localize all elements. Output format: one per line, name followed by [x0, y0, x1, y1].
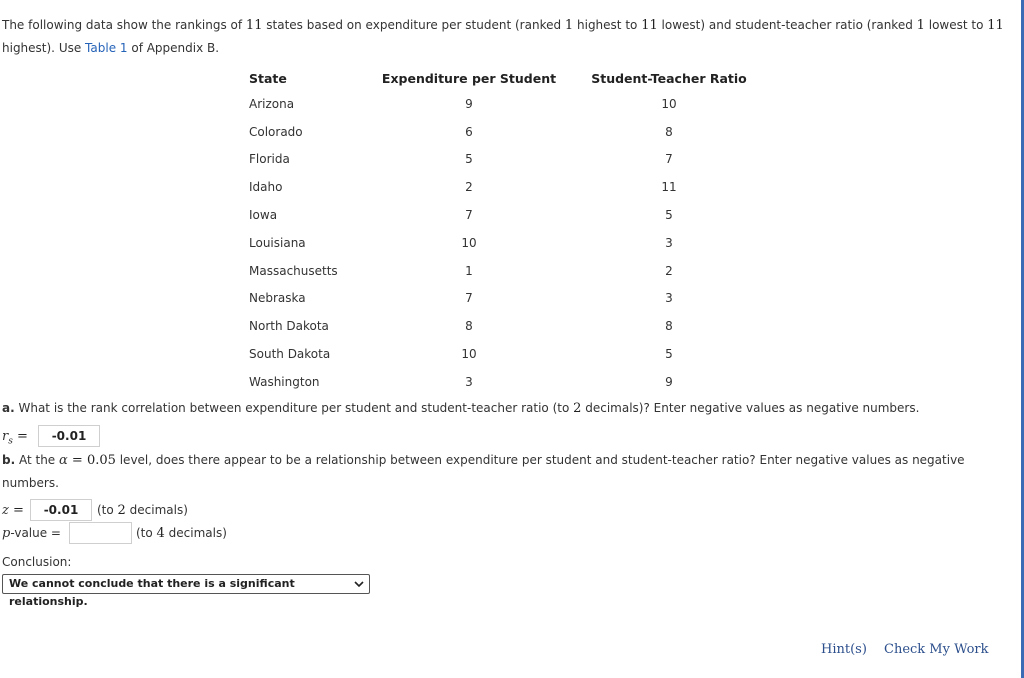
state-cell: Washington [249, 374, 320, 389]
table-row [246, 90, 759, 118]
expenditure-cell: 1 [465, 263, 473, 278]
table-row [246, 229, 759, 257]
p-value-label: p-value = [2, 526, 61, 541]
state-cell: Massachusetts [249, 263, 338, 278]
chevron-down-icon [354, 576, 364, 598]
ratio-cell: 8 [665, 319, 673, 334]
table-row [246, 368, 759, 396]
state-cell: North Dakota [249, 319, 329, 334]
table-row [246, 173, 759, 201]
table-row [246, 146, 759, 174]
header-expenditure: Expenditure per Student [381, 70, 557, 86]
rs-label: $r_s$ = [2, 429, 28, 447]
conclusion-selected-value: We cannot conclude that there is a significant relationship. [9, 577, 295, 608]
hints-link[interactable]: Hint(s) [821, 642, 867, 657]
expenditure-cell: 7 [465, 291, 473, 306]
state-cell: Arizona [249, 96, 295, 111]
p-decimals-note: (to 4 decimals) [136, 526, 227, 541]
part-a-question: a. What is the rank correlation between expenditure per student and student-teacher ratio (to 2 decimals)? Enter negative values as negative numbers. [2, 401, 920, 416]
header-state: State [249, 70, 287, 86]
z-input[interactable]: -0.01 [30, 499, 92, 521]
ratio-cell: 7 [665, 152, 673, 167]
table-row [246, 340, 759, 368]
ratio-cell: 5 [665, 208, 673, 223]
rs-input[interactable]: -0.01 [38, 425, 100, 447]
ratio-cell: 3 [665, 291, 673, 306]
part-b-question: b. At the α = 0.05 level, does there appear to be a relationship between expenditure per student and student-teacher ratio? Enter negative values as negative numbers. [2, 453, 965, 490]
ratio-cell: 8 [665, 124, 673, 139]
table-row [246, 285, 759, 313]
header-ratio: Student-Teacher Ratio [591, 70, 747, 86]
conclusion-label: Conclusion: [2, 555, 72, 569]
expenditure-cell: 3 [465, 374, 473, 389]
state-cell: Idaho [249, 180, 283, 195]
state-cell: Iowa [249, 208, 278, 223]
table-row [246, 118, 759, 146]
expenditure-cell: 10 [461, 347, 477, 362]
rankings-table [246, 66, 759, 396]
p-value-input[interactable] [69, 522, 132, 544]
table-header-row [246, 66, 759, 90]
state-cell: Florida [249, 152, 290, 167]
ratio-cell: 3 [665, 235, 673, 250]
ratio-cell: 9 [665, 374, 673, 389]
ratio-cell: 5 [665, 347, 673, 362]
table-row [246, 257, 759, 285]
check-my-work-link[interactable]: Check My Work [884, 642, 989, 657]
state-cell: Colorado [249, 124, 303, 139]
expenditure-cell: 6 [465, 124, 473, 139]
table-row [246, 201, 759, 229]
ratio-cell: 2 [665, 263, 673, 278]
table-1-link[interactable]: Table 1 [85, 41, 128, 55]
z-decimals-note: (to 2 decimals) [97, 503, 188, 518]
ratio-cell: 10 [661, 96, 677, 111]
problem-statement: The following data show the rankings of 11 states based on expenditure per student (ranked 1 highest to 11 lowest) and student-teacher ratio (ranked 1 lowest to 11 highest). Use Table 1 of Appendix B. [2, 18, 1004, 55]
z-label: z = [2, 503, 24, 518]
expenditure-cell: 5 [465, 152, 473, 167]
state-cell: Nebraska [249, 291, 306, 306]
state-cell: Louisiana [249, 235, 306, 250]
expenditure-cell: 2 [465, 180, 473, 195]
expenditure-cell: 9 [465, 96, 473, 111]
conclusion-select[interactable] [2, 574, 370, 608]
expenditure-cell: 7 [465, 208, 473, 223]
table-row [246, 312, 759, 340]
ratio-cell: 11 [661, 180, 677, 195]
expenditure-cell: 10 [461, 235, 477, 250]
state-cell: South Dakota [249, 347, 331, 362]
expenditure-cell: 8 [465, 319, 473, 334]
